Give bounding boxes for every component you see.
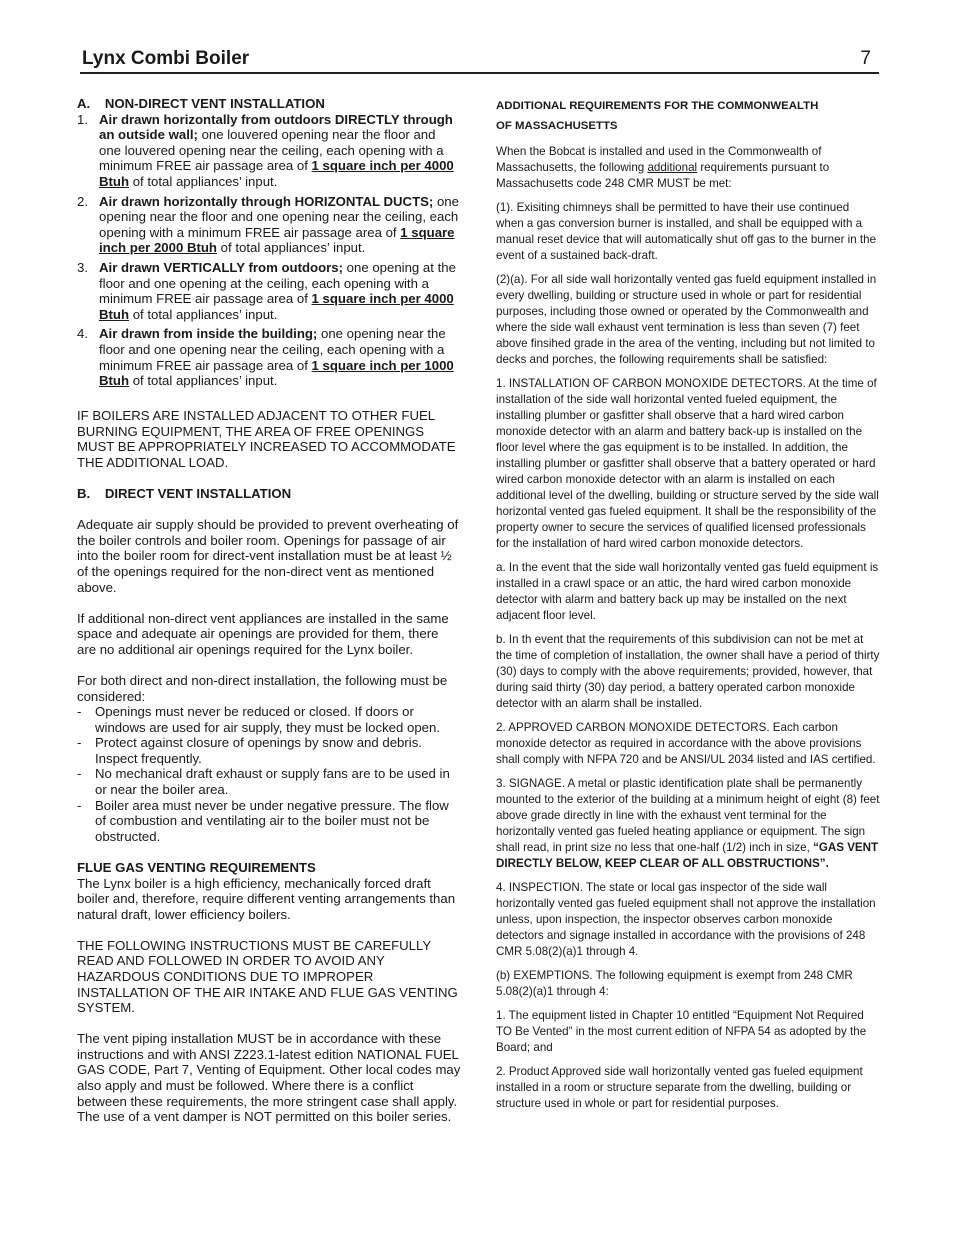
item-requirement: 1 square inch per 1000 Btuh	[99, 357, 454, 389]
both-installations-paragraph: For both direct and non-direct installation, the following must be considered:	[77, 672, 448, 704]
vent-piping-paragraph: The vent piping installation MUST be in accordance with these instructions and with ANSI Z223.1-latest edition NATIONAL FUEL GAS CODE, Part 7, Venting of Equipment. Other local codes may also apply and must be followed. Where there is a conflict between these requirements, the more stringent case shall apply. The use of a vent damper is NOT permitted on this boiler series.	[77, 1031, 461, 1125]
section-b-label: B.	[77, 486, 91, 502]
left-column	[77, 96, 461, 1125]
item-text-end: of total appliances’ input.	[129, 306, 278, 322]
section-a-title: NON-DIRECT VENT INSTALLATION	[104, 96, 325, 111]
document-title: Lynx Combi Boiler	[82, 48, 250, 69]
section-a-heading	[77, 96, 461, 112]
signage-paragraph	[496, 776, 880, 872]
item-text: one opening near the floor and one opening near the ceiling, each opening with a minimum FREE air passage area of	[99, 326, 446, 373]
item-text-end: of total appliances’ input.	[129, 173, 278, 189]
item-text: Openings must never be reduced or closed. If doors or windows are used for air supply, they must be locked open.	[95, 704, 441, 735]
item-text-end: of total appliances’ input.	[129, 373, 278, 389]
exemptions-paragraph: (b) EXEMPTIONS. The following equipment is exempt from 248 CMR 5.08(2)(a)1 through 4:	[496, 969, 853, 998]
section-b-heading	[77, 486, 461, 502]
exemption-2-paragraph: 2. Product Approved side wall horizontally vented gas fueled equipment installed in a room or structure separate from the dwelling, building or structure used in whole or part for residential purposes.	[496, 1065, 863, 1110]
flue-gas-paragraph: The Lynx boiler is a high efficiency, mechanically forced draft boiler and, therefore, require different venting arrangements than natural draft, lower efficiency boilers.	[77, 875, 456, 922]
page-number: 7	[860, 48, 871, 69]
item-requirement: 1 square inch per 4000 Btuh	[99, 158, 454, 189]
dash-bullet: -	[77, 766, 82, 782]
item-number: 4.	[77, 326, 88, 342]
item-number: 3.	[77, 259, 88, 275]
section-b-title: DIRECT VENT INSTALLATION	[104, 486, 292, 502]
inspection-paragraph: 4. INSPECTION. The state or local gas inspector of the side wall horizontally vented gas fueled equipment shall not approve the installation unless, upon inspection, the inspector observes carbon monoxide detectors and signage installed in accordance with the provisions of 248 CMR 5.08(2)(a)1 through 4.	[496, 881, 876, 958]
additional-appliances-paragraph: If additional non-direct vent appliances are installed in the same space and adequate air openings are provided for them, there are no additional air openings required for the Lynx boiler.	[77, 610, 449, 657]
considerations-list	[77, 704, 461, 844]
item-bold: Air drawn horizontally from outdoors DIRECTLY through an outside wall;	[99, 111, 453, 143]
item-text: Boiler area must never be under negative pressure. The flow of combustion and ventilating air to the boiler must not be obstructed.	[95, 797, 449, 844]
item-text: No mechanical draft exhaust or supply fans are to be used in or near the boiler area.	[95, 766, 450, 798]
list-item	[77, 326, 461, 388]
item-text: Protect against closure of openings by snow and debris. Inspect frequently.	[95, 735, 422, 766]
air-supply-list	[77, 112, 461, 389]
list-item	[77, 194, 461, 256]
thirty-days-paragraph: b. In th event that the requirements of this subdivision can not be met at the time of completion of installation, the owner shall have a period of thirty (30) days to comply with the above requirements; provided, however, that during said thirty (30) day period, a battery operated carbon monoxide detector with an alarm shall be installed.	[496, 633, 880, 710]
side-wall-paragraph: (2)(a). For all side wall horizontally vented gas fueld equipment installed in every dwelling, building or structure used in whole or part for residential purposes, including those owned or operated by the Commonwealth and where the side wall exhaust vent termination is less than seven (7) feet above finsihed grade in the area of the venting, including but not limited to decks and porches, the following requirements shall be satisfied:	[496, 273, 877, 366]
dash-bullet: -	[77, 735, 82, 751]
dash-bullet: -	[77, 797, 82, 813]
item-requirement: 1 square inch per 2000 Btuh	[99, 224, 455, 256]
exemption-1-paragraph: 1. The equipment listed in Chapter 10 entitled “Equipment Not Required TO Be Vented” in the most current edition of NFPA 54 as adopted by the Board; and	[496, 1009, 867, 1054]
chimneys-paragraph: (1). Exisiting chimneys shall be permitted to have their use continued when a gas conversion burner is installed, and shall be equipped with a manual reset device that will automatically shut off gas to the burner in the event of a sustained back-draft.	[496, 201, 877, 262]
item-text: one opening at the floor and one opening at the ceiling, each opening with a minimum FREE air passage area of	[99, 259, 456, 307]
co-detectors-paragraph: 1. INSTALLATION OF CARBON MONOXIDE DETECTORS. At the time of installation of the side wall horizontal vented fueled equipment, the installing plumber or gasfitter shall observe that a hard wired carbon monoxide detector with an alarm and battery back-up is installed on the floor level where the gas equipment is to be installed. In addition, the installing plumber or gasfitter shall observe that a battery operated or hard wired carbon monoxide detector with an alarm is installed on each additional level of the dwelling, building or structure served by the side wall horizontal vented gas fueled equipment. It shall be the responsibility of the property owner to secure the services of qualified licensed professionals for the installation of hard wired carbon monoxide detectors.	[496, 377, 879, 550]
item-text-end: of total appliances’ input.	[217, 240, 366, 256]
adequate-air-paragraph: Adequate air supply should be provided to prevent overheating of the boiler controls and boiler room. Openings for passage of air into the boiler room for direct-vent installation must be at least ½ of the openings required for the non-direct vent as mentioned above.	[77, 517, 459, 595]
adjacent-note: IF BOILERS ARE INSTALLED ADJACENT TO OTHER FUEL BURNING EQUIPMENT, THE AREA OF FREE OPENINGS MUST BE APPROPRIATELY INCREASED TO ACCOMMODATE THE ADDITIONAL LOAD.	[77, 408, 456, 470]
list-item	[77, 260, 461, 322]
intro-text: When the Bobcat is installed and used in the Commonwealth of Massachusetts, the following	[496, 145, 822, 174]
item-bold: Air drawn horizontally through HORIZONTAL DUCTS;	[99, 193, 434, 209]
massachusetts-heading-line2: OF MASSACHUSETTS	[496, 120, 618, 132]
list-item	[77, 704, 461, 735]
list-item	[77, 798, 461, 845]
item-number: 2.	[77, 193, 88, 209]
approved-detectors-paragraph: 2. APPROVED CARBON MONOXIDE DETECTORS. Each carbon monoxide detector as required in accordance with the above provisions shall comply with NFPA 720 and be ANSI/UL 2034 listed and IAS certified.	[496, 721, 876, 766]
signage-warning: “GAS VENT DIRECTLY BELOW, KEEP CLEAR OF ALL OBSTRUCTIONS”.	[496, 841, 879, 870]
item-bold: Air drawn from inside the building;	[99, 326, 318, 342]
page-header	[80, 46, 879, 74]
intro-text-end: requirements pursuant to Massachusetts code 248 CMR MUST be met:	[496, 161, 830, 190]
warning-paragraph: THE FOLLOWING INSTRUCTIONS MUST BE CAREFULLY READ AND FOLLOWED IN ORDER TO AVOID ANY HAZARDOUS CONDITIONS DUE TO IMPROPER INSTALLATION OF THE AIR INTAKE AND FLUE GAS VENTING SYSTEM.	[77, 937, 458, 1016]
item-text: one louvered opening near the floor and one louvered opening near the ceiling, each opening with a minimum FREE air passage area of	[99, 127, 444, 174]
massachusetts-heading-line1: ADDITIONAL REQUIREMENTS FOR THE COMMONWEALTH	[496, 100, 819, 112]
dash-bullet: -	[77, 704, 82, 720]
item-number: 1.	[77, 111, 88, 127]
intro-paragraph	[496, 144, 880, 192]
crawl-space-paragraph: a. In the event that the side wall horizontally vented gas fueld equipment is installed in a crawl space or an attic, the hard wired carbon monoxide detector with alarm and battery back up may be installed on the next adjacent floor level.	[496, 561, 879, 622]
list-item	[77, 766, 461, 797]
list-item	[77, 735, 461, 766]
intro-underlined: additional	[647, 161, 698, 174]
item-text: one opening near the floor and one opening near the ceiling, each opening with a minimum FREE air passage area of	[99, 193, 459, 240]
section-a-label: A.	[77, 96, 91, 111]
list-item	[77, 112, 461, 190]
right-column	[496, 96, 880, 1112]
item-requirement: 1 square inch per 4000 Btuh	[99, 291, 454, 322]
signage-text: 3. SIGNAGE. A metal or plastic identification plate shall be permanently mounted to the exterior of the building at a minimum height of eight (8) feet above grade directly in line with the exhaust vent terminal for the horizontally vented gas fueled heating appliance or equipment. The sign shall read, in print size no less that one-half (1/2) inch in size,	[496, 777, 880, 854]
flue-gas-heading: FLUE GAS VENTING REQUIREMENTS	[77, 859, 316, 875]
item-bold: Air drawn VERTICALLY from outdoors;	[99, 259, 343, 275]
